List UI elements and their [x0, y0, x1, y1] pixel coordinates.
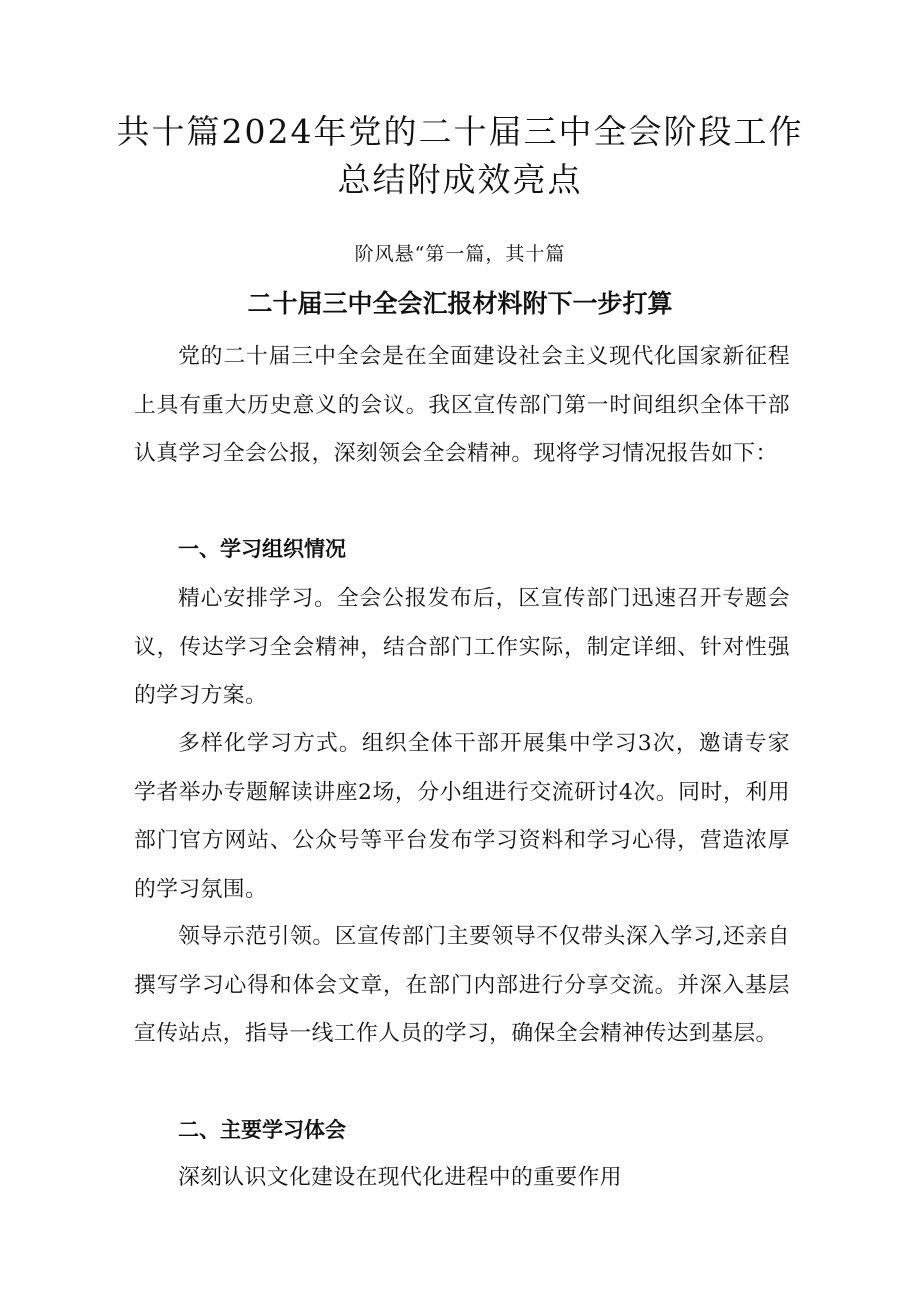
document-subtitle: 阶风悬“第一篇，其十篇 [354, 243, 566, 265]
paragraph-study-methods: 多样化学习方式。组织全体干部开展集中学习3次，邀请专家学者举办专题解读讲座2场，分小组进行交流研讨4次。同时，利用部门官方网站、公众号等平台发布学习资料和学习心得，营造浓厚的学习氛围。 [134, 731, 790, 902]
paragraph-cultural-development: 深刻认识文化建设在现代化进程中的重要作用 [178, 1165, 622, 1190]
section-title: 二十届三中全会汇报材料附下一步打算 [247, 289, 673, 318]
heading-learning-organization: 一、学习组织情况 [178, 537, 346, 561]
paragraph-leadership-example: 领导示范引领。区宣传部门主要领导不仅带头深入学习,还亲自撰写学习心得和体会文章，在部门内部进行分享交流。并深入基层宣传站点，指导一线工作人员的学习，确保全会精神传达到基层。 [134, 924, 790, 1046]
intro-paragraph: 党的二十届三中全会是在全面建设社会主义现代化国家新征程上具有重大历史意义的会议。我区宣传部门第一时间组织全体干部认真学习全会公报，深刻领会全会精神。现将学习情况报告如下： [134, 344, 790, 466]
heading-learning-experience: 二、主要学习体会 [178, 1118, 346, 1142]
paragraph-study-arrangement: 精心安排学习。全会公报发布后，区宣传部门迅速召开专题会议，传达学习全会精神，结合部门工作实际，制定详细、针对性强的学习方案。 [134, 586, 790, 708]
document-title: 共十篇2024年党的二十届三中全会阶段工作总结附成效亮点 [116, 112, 804, 199]
